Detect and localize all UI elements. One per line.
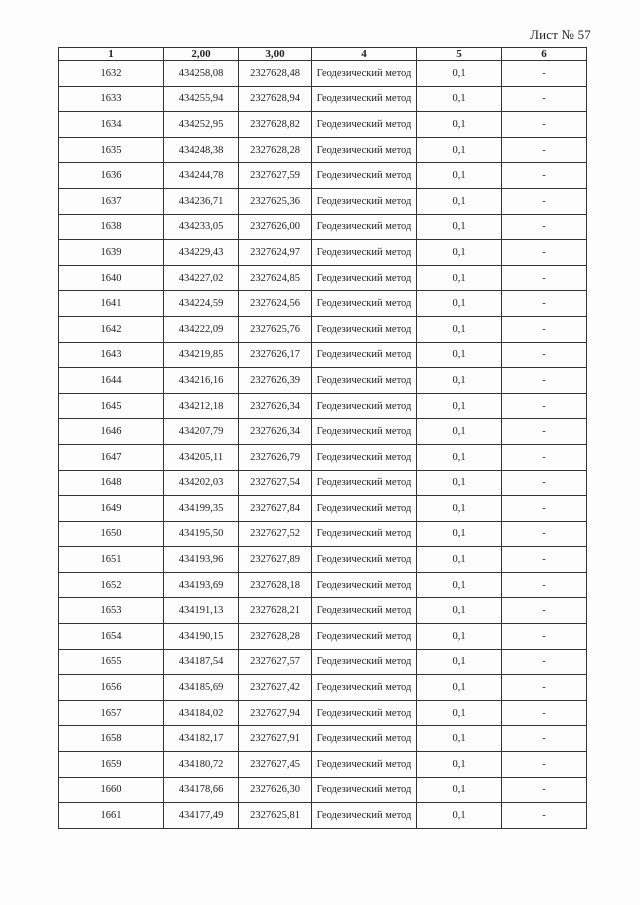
accuracy-cell: 0,1 — [417, 342, 502, 368]
y-coordinate-cell: 2327626,34 — [239, 393, 312, 419]
point-number-cell: 1661 — [59, 803, 164, 829]
y-coordinate-cell: 2327627,54 — [239, 470, 312, 496]
accuracy-cell: 0,1 — [417, 752, 502, 778]
table-row — [59, 419, 587, 445]
x-coordinate-cell: 434202,03 — [164, 470, 239, 496]
accuracy-cell: 0,1 — [417, 496, 502, 522]
y-coordinate-cell: 2327628,21 — [239, 598, 312, 624]
point-number-cell: 1637 — [59, 188, 164, 214]
point-number-cell: 1648 — [59, 470, 164, 496]
x-coordinate-cell: 434182,17 — [164, 726, 239, 752]
table-row — [59, 444, 587, 470]
table-header-row — [59, 48, 587, 61]
note-cell: - — [502, 649, 587, 675]
method-cell: Геодезический метод — [312, 316, 417, 342]
table-row — [59, 521, 587, 547]
accuracy-cell: 0,1 — [417, 547, 502, 573]
accuracy-cell: 0,1 — [417, 112, 502, 138]
method-cell: Геодезический метод — [312, 572, 417, 598]
accuracy-cell: 0,1 — [417, 726, 502, 752]
method-cell: Геодезический метод — [312, 342, 417, 368]
x-coordinate-cell: 434190,15 — [164, 624, 239, 650]
method-cell: Геодезический метод — [312, 86, 417, 112]
y-coordinate-cell: 2327628,28 — [239, 137, 312, 163]
table-row — [59, 598, 587, 624]
point-number-cell: 1645 — [59, 393, 164, 419]
y-coordinate-cell: 2327628,94 — [239, 86, 312, 112]
point-number-cell: 1655 — [59, 649, 164, 675]
accuracy-cell: 0,1 — [417, 803, 502, 829]
x-coordinate-cell: 434184,02 — [164, 700, 239, 726]
y-coordinate-cell: 2327627,42 — [239, 675, 312, 701]
method-cell: Геодезический метод — [312, 470, 417, 496]
note-cell: - — [502, 112, 587, 138]
x-coordinate-cell: 434248,38 — [164, 137, 239, 163]
y-coordinate-cell: 2327627,59 — [239, 163, 312, 189]
table-row — [59, 163, 587, 189]
table-row — [59, 316, 587, 342]
x-coordinate-cell: 434193,96 — [164, 547, 239, 573]
accuracy-cell: 0,1 — [417, 444, 502, 470]
method-cell: Геодезический метод — [312, 803, 417, 829]
point-number-cell: 1653 — [59, 598, 164, 624]
accuracy-cell: 0,1 — [417, 86, 502, 112]
note-cell: - — [502, 572, 587, 598]
note-cell: - — [502, 624, 587, 650]
sheet-number: Лист № 57 — [530, 27, 591, 42]
header-cell: 5 — [417, 48, 502, 61]
method-cell: Геодезический метод — [312, 675, 417, 701]
point-number-cell: 1636 — [59, 163, 164, 189]
method-cell: Геодезический метод — [312, 547, 417, 573]
y-coordinate-cell: 2327628,48 — [239, 61, 312, 87]
x-coordinate-cell: 434191,13 — [164, 598, 239, 624]
method-cell: Геодезический метод — [312, 214, 417, 240]
note-cell: - — [502, 547, 587, 573]
y-coordinate-cell: 2327626,79 — [239, 444, 312, 470]
method-cell: Геодезический метод — [312, 61, 417, 87]
table-row — [59, 470, 587, 496]
x-coordinate-cell: 434180,72 — [164, 752, 239, 778]
accuracy-cell: 0,1 — [417, 419, 502, 445]
accuracy-cell: 0,1 — [417, 316, 502, 342]
header-cell: 2,00 — [164, 48, 239, 61]
note-cell: - — [502, 777, 587, 803]
note-cell: - — [502, 419, 587, 445]
table-row — [59, 496, 587, 522]
table-row — [59, 86, 587, 112]
accuracy-cell: 0,1 — [417, 777, 502, 803]
point-number-cell: 1657 — [59, 700, 164, 726]
accuracy-cell: 0,1 — [417, 137, 502, 163]
note-cell: - — [502, 316, 587, 342]
method-cell: Геодезический метод — [312, 752, 417, 778]
method-cell: Геодезический метод — [312, 649, 417, 675]
table-row — [59, 214, 587, 240]
y-coordinate-cell: 2327626,30 — [239, 777, 312, 803]
note-cell: - — [502, 700, 587, 726]
table-row — [59, 777, 587, 803]
note-cell: - — [502, 86, 587, 112]
accuracy-cell: 0,1 — [417, 521, 502, 547]
x-coordinate-cell: 434193,69 — [164, 572, 239, 598]
x-coordinate-cell: 434216,16 — [164, 368, 239, 394]
table-row — [59, 291, 587, 317]
table-row — [59, 726, 587, 752]
accuracy-cell: 0,1 — [417, 61, 502, 87]
method-cell: Геодезический метод — [312, 419, 417, 445]
accuracy-cell: 0,1 — [417, 598, 502, 624]
y-coordinate-cell: 2327627,84 — [239, 496, 312, 522]
header-cell: 1 — [59, 48, 164, 61]
note-cell: - — [502, 470, 587, 496]
method-cell: Геодезический метод — [312, 291, 417, 317]
note-cell: - — [502, 368, 587, 394]
y-coordinate-cell: 2327624,97 — [239, 240, 312, 266]
method-cell: Геодезический метод — [312, 726, 417, 752]
y-coordinate-cell: 2327626,34 — [239, 419, 312, 445]
point-number-cell: 1641 — [59, 291, 164, 317]
point-number-cell: 1634 — [59, 112, 164, 138]
method-cell: Геодезический метод — [312, 163, 417, 189]
coordinates-table — [58, 47, 587, 829]
method-cell: Геодезический метод — [312, 240, 417, 266]
y-coordinate-cell: 2327627,52 — [239, 521, 312, 547]
header-cell: 3,00 — [239, 48, 312, 61]
method-cell: Геодезический метод — [312, 393, 417, 419]
point-number-cell: 1638 — [59, 214, 164, 240]
note-cell: - — [502, 265, 587, 291]
note-cell: - — [502, 726, 587, 752]
point-number-cell: 1643 — [59, 342, 164, 368]
method-cell: Геодезический метод — [312, 521, 417, 547]
method-cell: Геодезический метод — [312, 368, 417, 394]
accuracy-cell: 0,1 — [417, 188, 502, 214]
point-number-cell: 1646 — [59, 419, 164, 445]
method-cell: Геодезический метод — [312, 188, 417, 214]
x-coordinate-cell: 434227,02 — [164, 265, 239, 291]
point-number-cell: 1639 — [59, 240, 164, 266]
point-number-cell: 1652 — [59, 572, 164, 598]
point-number-cell: 1632 — [59, 61, 164, 87]
y-coordinate-cell: 2327627,91 — [239, 726, 312, 752]
method-cell: Геодезический метод — [312, 777, 417, 803]
point-number-cell: 1660 — [59, 777, 164, 803]
accuracy-cell: 0,1 — [417, 368, 502, 394]
note-cell: - — [502, 240, 587, 266]
note-cell: - — [502, 61, 587, 87]
table-row — [59, 188, 587, 214]
method-cell: Геодезический метод — [312, 137, 417, 163]
y-coordinate-cell: 2327625,76 — [239, 316, 312, 342]
x-coordinate-cell: 434185,69 — [164, 675, 239, 701]
point-number-cell: 1654 — [59, 624, 164, 650]
x-coordinate-cell: 434258,08 — [164, 61, 239, 87]
y-coordinate-cell: 2327627,94 — [239, 700, 312, 726]
note-cell: - — [502, 803, 587, 829]
x-coordinate-cell: 434177,49 — [164, 803, 239, 829]
table-row — [59, 265, 587, 291]
accuracy-cell: 0,1 — [417, 291, 502, 317]
accuracy-cell: 0,1 — [417, 163, 502, 189]
table-row — [59, 675, 587, 701]
accuracy-cell: 0,1 — [417, 240, 502, 266]
method-cell: Геодезический метод — [312, 444, 417, 470]
method-cell: Геодезический метод — [312, 700, 417, 726]
table-row — [59, 61, 587, 87]
note-cell: - — [502, 521, 587, 547]
y-coordinate-cell: 2327627,45 — [239, 752, 312, 778]
accuracy-cell: 0,1 — [417, 624, 502, 650]
y-coordinate-cell: 2327627,57 — [239, 649, 312, 675]
point-number-cell: 1635 — [59, 137, 164, 163]
note-cell: - — [502, 214, 587, 240]
x-coordinate-cell: 434224,59 — [164, 291, 239, 317]
y-coordinate-cell: 2327626,39 — [239, 368, 312, 394]
x-coordinate-cell: 434205,11 — [164, 444, 239, 470]
accuracy-cell: 0,1 — [417, 393, 502, 419]
point-number-cell: 1651 — [59, 547, 164, 573]
y-coordinate-cell: 2327625,36 — [239, 188, 312, 214]
method-cell: Геодезический метод — [312, 496, 417, 522]
x-coordinate-cell: 434233,05 — [164, 214, 239, 240]
note-cell: - — [502, 393, 587, 419]
y-coordinate-cell: 2327624,56 — [239, 291, 312, 317]
note-cell: - — [502, 163, 587, 189]
table-row — [59, 624, 587, 650]
accuracy-cell: 0,1 — [417, 649, 502, 675]
header-cell: 4 — [312, 48, 417, 61]
point-number-cell: 1656 — [59, 675, 164, 701]
note-cell: - — [502, 444, 587, 470]
point-number-cell: 1647 — [59, 444, 164, 470]
x-coordinate-cell: 434252,95 — [164, 112, 239, 138]
accuracy-cell: 0,1 — [417, 214, 502, 240]
note-cell: - — [502, 752, 587, 778]
y-coordinate-cell: 2327625,81 — [239, 803, 312, 829]
method-cell: Геодезический метод — [312, 598, 417, 624]
y-coordinate-cell: 2327628,18 — [239, 572, 312, 598]
point-number-cell: 1658 — [59, 726, 164, 752]
note-cell: - — [502, 188, 587, 214]
note-cell: - — [502, 598, 587, 624]
accuracy-cell: 0,1 — [417, 700, 502, 726]
point-number-cell: 1640 — [59, 265, 164, 291]
x-coordinate-cell: 434178,66 — [164, 777, 239, 803]
x-coordinate-cell: 434219,85 — [164, 342, 239, 368]
accuracy-cell: 0,1 — [417, 675, 502, 701]
table-row — [59, 803, 587, 829]
table-row — [59, 112, 587, 138]
table-row — [59, 752, 587, 778]
table-body — [59, 61, 587, 829]
header-cell: 6 — [502, 48, 587, 61]
table-row — [59, 700, 587, 726]
accuracy-cell: 0,1 — [417, 572, 502, 598]
table-row — [59, 572, 587, 598]
table-row — [59, 547, 587, 573]
accuracy-cell: 0,1 — [417, 470, 502, 496]
note-cell: - — [502, 137, 587, 163]
x-coordinate-cell: 434199,35 — [164, 496, 239, 522]
y-coordinate-cell: 2327626,17 — [239, 342, 312, 368]
method-cell: Геодезический метод — [312, 112, 417, 138]
x-coordinate-cell: 434195,50 — [164, 521, 239, 547]
point-number-cell: 1649 — [59, 496, 164, 522]
x-coordinate-cell: 434229,43 — [164, 240, 239, 266]
note-cell: - — [502, 496, 587, 522]
y-coordinate-cell: 2327628,82 — [239, 112, 312, 138]
y-coordinate-cell: 2327624,85 — [239, 265, 312, 291]
x-coordinate-cell: 434236,71 — [164, 188, 239, 214]
point-number-cell: 1633 — [59, 86, 164, 112]
note-cell: - — [502, 675, 587, 701]
table-row — [59, 137, 587, 163]
point-number-cell: 1642 — [59, 316, 164, 342]
note-cell: - — [502, 291, 587, 317]
note-cell: - — [502, 342, 587, 368]
x-coordinate-cell: 434187,54 — [164, 649, 239, 675]
table-row — [59, 342, 587, 368]
y-coordinate-cell: 2327627,89 — [239, 547, 312, 573]
x-coordinate-cell: 434212,18 — [164, 393, 239, 419]
point-number-cell: 1659 — [59, 752, 164, 778]
y-coordinate-cell: 2327628,28 — [239, 624, 312, 650]
table-row — [59, 240, 587, 266]
x-coordinate-cell: 434244,78 — [164, 163, 239, 189]
point-number-cell: 1650 — [59, 521, 164, 547]
table-row — [59, 393, 587, 419]
method-cell: Геодезический метод — [312, 624, 417, 650]
x-coordinate-cell: 434207,79 — [164, 419, 239, 445]
y-coordinate-cell: 2327626,00 — [239, 214, 312, 240]
accuracy-cell: 0,1 — [417, 265, 502, 291]
x-coordinate-cell: 434222,09 — [164, 316, 239, 342]
point-number-cell: 1644 — [59, 368, 164, 394]
x-coordinate-cell: 434255,94 — [164, 86, 239, 112]
table-row — [59, 649, 587, 675]
table-row — [59, 368, 587, 394]
method-cell: Геодезический метод — [312, 265, 417, 291]
